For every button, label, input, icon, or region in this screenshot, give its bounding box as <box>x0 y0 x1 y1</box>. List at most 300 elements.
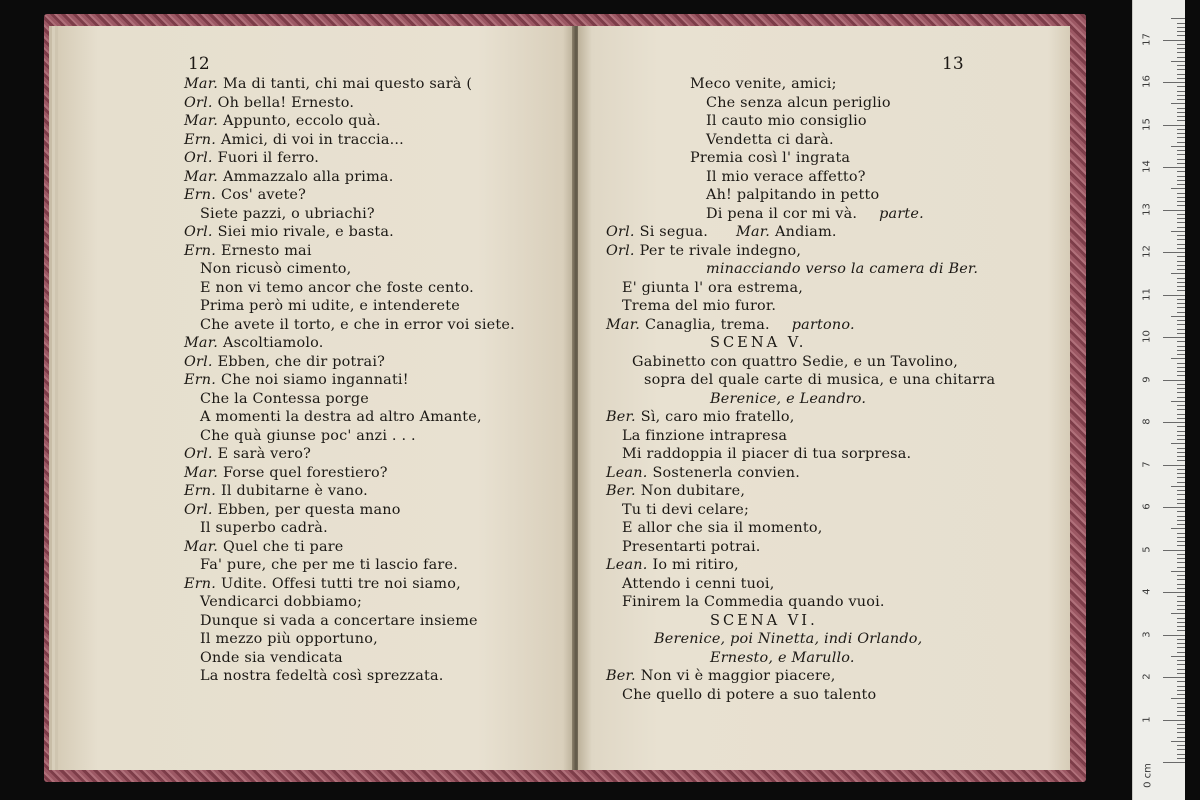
ruler-tick <box>1177 452 1185 453</box>
ruler-number: 7 <box>1141 460 1153 468</box>
ruler-number: 6 <box>1141 503 1153 510</box>
line-text: Ebben, che dir potrai? <box>217 353 386 370</box>
ruler-tick <box>1177 120 1185 121</box>
left-page-text <box>184 75 515 686</box>
ruler-tick <box>1177 618 1185 619</box>
text-line <box>606 186 995 205</box>
ruler-tick <box>1177 48 1185 49</box>
page-number-right: 13 <box>942 54 964 74</box>
ruler-tick <box>1177 329 1185 330</box>
speaker-name: Orl. <box>184 94 213 111</box>
text-line <box>606 316 995 335</box>
ruler-tick <box>1171 103 1185 104</box>
ruler-tick <box>1177 605 1185 606</box>
line-text: Si segua. <box>639 224 709 240</box>
text-line <box>606 445 995 464</box>
line-text: Che avete il torto, e che in error voi siete. <box>200 316 515 333</box>
ruler-tick <box>1177 163 1185 164</box>
ruler-tick <box>1177 460 1185 461</box>
text-line <box>184 75 515 94</box>
ruler-tick <box>1171 486 1185 487</box>
ruler-tick <box>1177 431 1185 432</box>
ruler-tick <box>1171 316 1185 317</box>
text-line <box>184 667 515 686</box>
line-text: Dunque si vada a concertare insieme <box>200 612 478 629</box>
line-text: Cos' avete? <box>221 187 307 203</box>
text-line <box>184 630 515 649</box>
ruler-tick <box>1177 660 1185 661</box>
ruler-number: 13 <box>1141 202 1153 216</box>
line-text: Presentarti potrai. <box>622 538 761 555</box>
ruler-tick <box>1177 218 1185 219</box>
speaker-name: Orl. <box>184 446 213 462</box>
ruler-tick <box>1177 235 1185 236</box>
ruler-tick <box>1177 630 1185 631</box>
text-line <box>606 168 995 187</box>
ruler-tick <box>1177 244 1185 245</box>
stage-direction: partono. <box>791 316 855 333</box>
speaker-name: Mar. <box>606 316 640 333</box>
ruler-tick <box>1171 698 1185 699</box>
ruler-tick <box>1177 439 1185 440</box>
ruler-tick <box>1177 324 1185 325</box>
line-text: Amici, di voi in traccia... <box>221 131 404 148</box>
speaker-name: Ber. <box>606 483 636 499</box>
ruler-tick <box>1177 286 1185 287</box>
line-text: sopra del quale carte di musica, e una chitarra <box>644 372 996 388</box>
line-text: Ernesto mai <box>221 242 312 259</box>
line-text: Il cauto mio consiglio <box>706 113 867 129</box>
line-text: Quel che ti pare <box>223 538 344 555</box>
ruler-tick <box>1163 422 1185 423</box>
ruler-tick <box>1163 380 1185 381</box>
line-text: Ernesto, e Marullo. <box>710 649 855 666</box>
line-text: Premia così l' ingrata <box>690 150 851 166</box>
line-text: Ammazzalo alla prima. <box>223 168 394 185</box>
ruler-tick <box>1177 180 1185 181</box>
ruler-tick <box>1163 337 1185 338</box>
text-line <box>184 519 515 538</box>
line-text: minacciando verso la camera di Ber. <box>706 261 979 277</box>
ruler-tick <box>1163 677 1185 678</box>
text-line <box>184 538 515 557</box>
ruler-tick <box>1177 541 1185 542</box>
text-line <box>606 519 995 538</box>
ruler-tick <box>1177 112 1185 113</box>
ruler-tick <box>1177 426 1185 427</box>
ruler-tick <box>1171 358 1185 359</box>
line-text: E allor che sia il momento, <box>622 520 823 536</box>
ruler-tick <box>1177 418 1185 419</box>
ruler-tick <box>1177 312 1185 313</box>
ruler-tick <box>1177 95 1185 96</box>
text-line <box>184 556 515 575</box>
right-page <box>578 26 1070 770</box>
line-text: Prima però mi udite, e intenderete <box>200 298 460 314</box>
line-text: Vendetta ci darà. <box>706 131 834 148</box>
ruler-tick <box>1177 626 1185 627</box>
speaker-name: Ern. <box>184 575 217 592</box>
ruler-tick <box>1177 754 1185 755</box>
text-line <box>184 112 515 131</box>
line-text: Che senza alcun periglio <box>706 94 891 111</box>
line-text: Udite. Offesi tutti tre noi siamo, <box>221 575 461 592</box>
text-line <box>606 75 995 94</box>
speaker-name: Ern. <box>184 187 217 203</box>
ruler-tick <box>1177 197 1185 198</box>
ruler-tick <box>1171 613 1185 614</box>
ruler-tick <box>1177 669 1185 670</box>
ruler-tick <box>1177 414 1185 415</box>
text-line <box>184 242 515 261</box>
ruler-tick <box>1177 150 1185 151</box>
text-line <box>606 593 995 612</box>
ruler-number: 1 <box>1141 715 1153 723</box>
speaker-name: Ber. <box>606 409 636 425</box>
ruler-tick <box>1177 142 1185 143</box>
ruler-tick <box>1177 133 1185 134</box>
ruler-tick <box>1177 350 1185 351</box>
ruler-tick <box>1177 715 1185 716</box>
ruler-tick <box>1177 664 1185 665</box>
ruler-tick <box>1177 409 1185 410</box>
ruler-tick <box>1163 167 1185 168</box>
text-line <box>606 427 995 446</box>
ruler-tick <box>1163 635 1185 636</box>
ruler-tick <box>1177 724 1185 725</box>
stage-direction: parte. <box>879 205 924 222</box>
line-text: Non ricusò cimento, <box>200 261 352 277</box>
line-text: La nostra fedeltà così sprezzata. <box>200 668 444 684</box>
speaker-name: Mar. <box>184 168 218 185</box>
ruler-tick <box>1171 188 1185 189</box>
speaker-name: Ern. <box>184 242 217 259</box>
ruler-tick <box>1177 154 1185 155</box>
text-line <box>606 408 995 427</box>
ruler-tick <box>1177 363 1185 364</box>
ruler-tick <box>1177 643 1185 644</box>
line-text: Siete pazzi, o ubriachi? <box>200 205 375 222</box>
ruler-tick <box>1163 720 1185 721</box>
ruler-tick <box>1171 61 1185 62</box>
line-text: Tu ti devi celare; <box>622 501 750 518</box>
speaker-name: Lean. <box>606 464 648 481</box>
text-line <box>184 445 515 464</box>
line-text: Che la Contessa porge <box>200 390 369 407</box>
text-line <box>184 205 515 224</box>
line-text: Il mio verace affetto? <box>706 168 866 185</box>
ruler-tick <box>1177 184 1185 185</box>
ruler-tick <box>1171 231 1185 232</box>
ruler-tick <box>1177 562 1185 563</box>
ruler-tick <box>1177 520 1185 521</box>
text-line <box>606 667 995 686</box>
ruler-tick <box>1177 31 1185 32</box>
text-line <box>184 297 515 316</box>
ruler-tick <box>1177 745 1185 746</box>
line-text: Trema del mio furor. <box>622 298 777 314</box>
text-line <box>184 94 515 113</box>
ruler-tick <box>1177 367 1185 368</box>
speaker-name: Mar. <box>184 76 218 92</box>
ruler-tick <box>1177 579 1185 580</box>
line-text: Fuori il ferro. <box>217 150 319 166</box>
line-text: Appunto, eccolo quà. <box>223 113 381 129</box>
ruler-tick <box>1177 239 1185 240</box>
line-text: Il dubitarne è vano. <box>221 483 368 499</box>
ruler-tick <box>1177 137 1185 138</box>
ruler-tick <box>1177 44 1185 45</box>
ruler-tick <box>1177 499 1185 500</box>
ruler-number: 12 <box>1141 245 1153 258</box>
text-line <box>184 223 515 242</box>
text-line <box>606 279 995 298</box>
ruler-tick <box>1177 681 1185 682</box>
line-text: Il mezzo più opportuno, <box>200 631 378 647</box>
ruler-tick <box>1177 65 1185 66</box>
text-line <box>184 427 515 446</box>
ruler-tick <box>1177 622 1185 623</box>
line-text: E non vi temo ancor che foste cento. <box>200 279 474 296</box>
ruler-tick <box>1177 516 1185 517</box>
speaker-name: Ber. <box>606 668 636 684</box>
speaker-name: Ern. <box>184 483 217 499</box>
text-line <box>184 168 515 187</box>
ruler-tick <box>1177 227 1185 228</box>
ruler-tick <box>1177 435 1185 436</box>
ruler-tick <box>1177 205 1185 206</box>
line-text: A momenti la destra ad altro Amante, <box>200 409 482 425</box>
text-line <box>184 390 515 409</box>
ruler-tick <box>1163 252 1185 253</box>
ruler-tick <box>1177 732 1185 733</box>
line-text: Onde sia vendicata <box>200 649 343 666</box>
line-text: Il superbo cadrà. <box>200 520 328 536</box>
ruler-tick <box>1177 473 1185 474</box>
ruler-tick <box>1177 456 1185 457</box>
ruler-tick <box>1177 52 1185 53</box>
ruler-tick <box>1177 269 1185 270</box>
ruler-tick <box>1177 388 1185 389</box>
line-text: Finirem la Commedia quando vuoi. <box>622 594 885 610</box>
ruler-number: 3 <box>1141 630 1153 638</box>
speaker-name: Mar. <box>184 335 218 351</box>
ruler-tick <box>1177 737 1185 738</box>
ruler-tick <box>1177 703 1185 704</box>
ruler-tick <box>1177 558 1185 559</box>
speaker-name: Ern. <box>184 372 217 388</box>
text-line <box>184 612 515 631</box>
line-text: Che quello di potere a suo talento <box>622 686 877 703</box>
line-text: Meco venite, amici; <box>690 76 837 92</box>
ruler-number: 9 <box>1141 375 1153 383</box>
line-text: Canaglia, trema. <box>645 316 770 333</box>
text-line <box>184 371 515 390</box>
text-line <box>606 223 995 242</box>
text-line <box>606 94 995 113</box>
text-line <box>184 575 515 594</box>
ruler-tick <box>1163 40 1185 41</box>
ruler-tick <box>1177 193 1185 194</box>
text-line <box>606 464 995 483</box>
ruler-tick <box>1177 214 1185 215</box>
ruler-number: 11 <box>1141 287 1153 301</box>
text-line <box>184 649 515 668</box>
line-text: Che quà giunse poc' anzi . . . <box>200 427 416 444</box>
line-text: La finzione intrapresa <box>622 427 788 444</box>
text-line <box>184 149 515 168</box>
ruler-tick <box>1177 609 1185 610</box>
text-line <box>606 149 995 168</box>
ruler-tick <box>1177 341 1185 342</box>
line-text: Attendo i cenni tuoi, <box>622 575 775 592</box>
measurement-ruler <box>1132 0 1185 800</box>
line-text: Mi raddoppia il piacer di tua sorpresa. <box>622 446 912 462</box>
text-line <box>184 408 515 427</box>
text-line <box>606 482 995 501</box>
ruler-tick <box>1177 647 1185 648</box>
speaker-name: Orl. <box>184 224 213 240</box>
text-line <box>606 538 995 557</box>
ruler-tick <box>1177 584 1185 585</box>
ruler-tick <box>1171 443 1185 444</box>
line-text: Forse quel forestiero? <box>223 464 388 481</box>
ruler-tick <box>1177 728 1185 729</box>
ruler-number: 16 <box>1141 75 1153 88</box>
ruler-tick <box>1177 307 1185 308</box>
ruler-tick <box>1163 82 1185 83</box>
ruler-tick <box>1177 256 1185 257</box>
text-line <box>606 260 995 279</box>
speaker-name: Orl. <box>606 242 635 259</box>
ruler-tick <box>1177 575 1185 576</box>
ruler-tick <box>1177 503 1185 504</box>
ruler-tick <box>1177 469 1185 470</box>
ruler-tick <box>1177 758 1185 759</box>
line-text: Oh bella! Ernesto. <box>217 94 355 111</box>
line-text: Fa' pure, che per me ti lascio fare. <box>200 557 458 573</box>
ruler-tick <box>1171 146 1185 147</box>
text-line <box>606 390 995 409</box>
ruler-tick <box>1171 528 1185 529</box>
speaker-name: Lean. <box>606 557 648 573</box>
ruler-tick <box>1177 448 1185 449</box>
line-text: Vendicarci dobbiamo; <box>200 594 363 610</box>
text-line <box>184 334 515 353</box>
ruler-number: 15 <box>1141 117 1153 131</box>
ruler-tick <box>1177 375 1185 376</box>
ruler-tick <box>1177 116 1185 117</box>
ruler-tick <box>1177 201 1185 202</box>
ruler-tick <box>1177 290 1185 291</box>
text-line <box>606 242 995 261</box>
line-text: Sostenerla convien. <box>652 464 801 481</box>
line-text: Per te rivale indegno, <box>639 242 802 259</box>
text-line <box>606 630 995 649</box>
text-line <box>606 575 995 594</box>
line-text: Berenice, e Leandro. <box>710 390 867 407</box>
line-text: Non vi è maggior piacere, <box>640 668 836 684</box>
ruler-number: 5 <box>1141 545 1153 553</box>
text-line <box>184 464 515 483</box>
speaker-name: Mar. <box>184 113 218 129</box>
ruler-tick <box>1163 465 1185 466</box>
ruler-tick <box>1177 27 1185 28</box>
text-line <box>184 501 515 520</box>
text-line <box>184 353 515 372</box>
speaker-name: Orl. <box>606 224 635 240</box>
text-line <box>184 482 515 501</box>
ruler-number: 8 <box>1141 418 1153 425</box>
ruler-tick <box>1177 384 1185 385</box>
line-text: Sì, caro mio fratello, <box>640 409 795 425</box>
line-text: Non dubitare, <box>640 483 746 499</box>
ruler-tick <box>1177 711 1185 712</box>
line-text: Gabinetto con quattro Sedie, e un Tavolino, <box>632 353 959 370</box>
ruler-tick <box>1177 278 1185 279</box>
ruler-tick <box>1177 477 1185 478</box>
ruler-tick <box>1177 371 1185 372</box>
text-line <box>606 112 995 131</box>
text-line <box>184 316 515 335</box>
ruler-tick <box>1177 511 1185 512</box>
ruler-tick <box>1171 741 1185 742</box>
ruler-tick <box>1177 490 1185 491</box>
ruler-tick <box>1163 295 1185 296</box>
scene-heading <box>606 612 995 631</box>
text-line <box>606 353 995 372</box>
ruler-tick <box>1177 159 1185 160</box>
ruler-tick <box>1177 108 1185 109</box>
speaker-name: Orl. <box>184 353 213 370</box>
ruler-tick <box>1177 99 1185 100</box>
ruler-tick <box>1177 707 1185 708</box>
text-line <box>606 556 995 575</box>
ruler-tick <box>1177 261 1185 262</box>
ruler-tick <box>1171 571 1185 572</box>
ruler-tick <box>1177 171 1185 172</box>
line-text: Ma di tanti, chi mai questo sarà ( <box>223 76 473 92</box>
ruler-tick <box>1177 405 1185 406</box>
ruler-tick <box>1177 320 1185 321</box>
text-line <box>606 686 995 705</box>
page-number-left: 12 <box>188 54 210 74</box>
text-line <box>606 131 995 150</box>
line-text: SCENA V. <box>710 334 807 351</box>
ruler-tick <box>1177 494 1185 495</box>
ruler-number: 2 <box>1141 673 1153 680</box>
ruler-tick <box>1163 507 1185 508</box>
ruler-number: 14 <box>1141 160 1153 173</box>
line-text: Berenice, poi Ninetta, indi Orlando, <box>654 631 923 647</box>
ruler-tick <box>1177 567 1185 568</box>
ruler-tick <box>1177 57 1185 58</box>
speaker-name: Mar. <box>184 464 218 481</box>
ruler-tick <box>1171 273 1185 274</box>
ruler-tick <box>1163 210 1185 211</box>
ruler-tick <box>1177 74 1185 75</box>
ruler-tick <box>1177 537 1185 538</box>
line-text: Andiam. <box>775 224 837 240</box>
ruler-tick <box>1177 129 1185 130</box>
ruler-tick <box>1177 248 1185 249</box>
text-line <box>184 593 515 612</box>
ruler-tick <box>1177 333 1185 334</box>
line-text: Siei mio rivale, e basta. <box>217 224 394 240</box>
text-line <box>184 279 515 298</box>
ruler-tick <box>1177 354 1185 355</box>
ruler-tick <box>1177 35 1185 36</box>
